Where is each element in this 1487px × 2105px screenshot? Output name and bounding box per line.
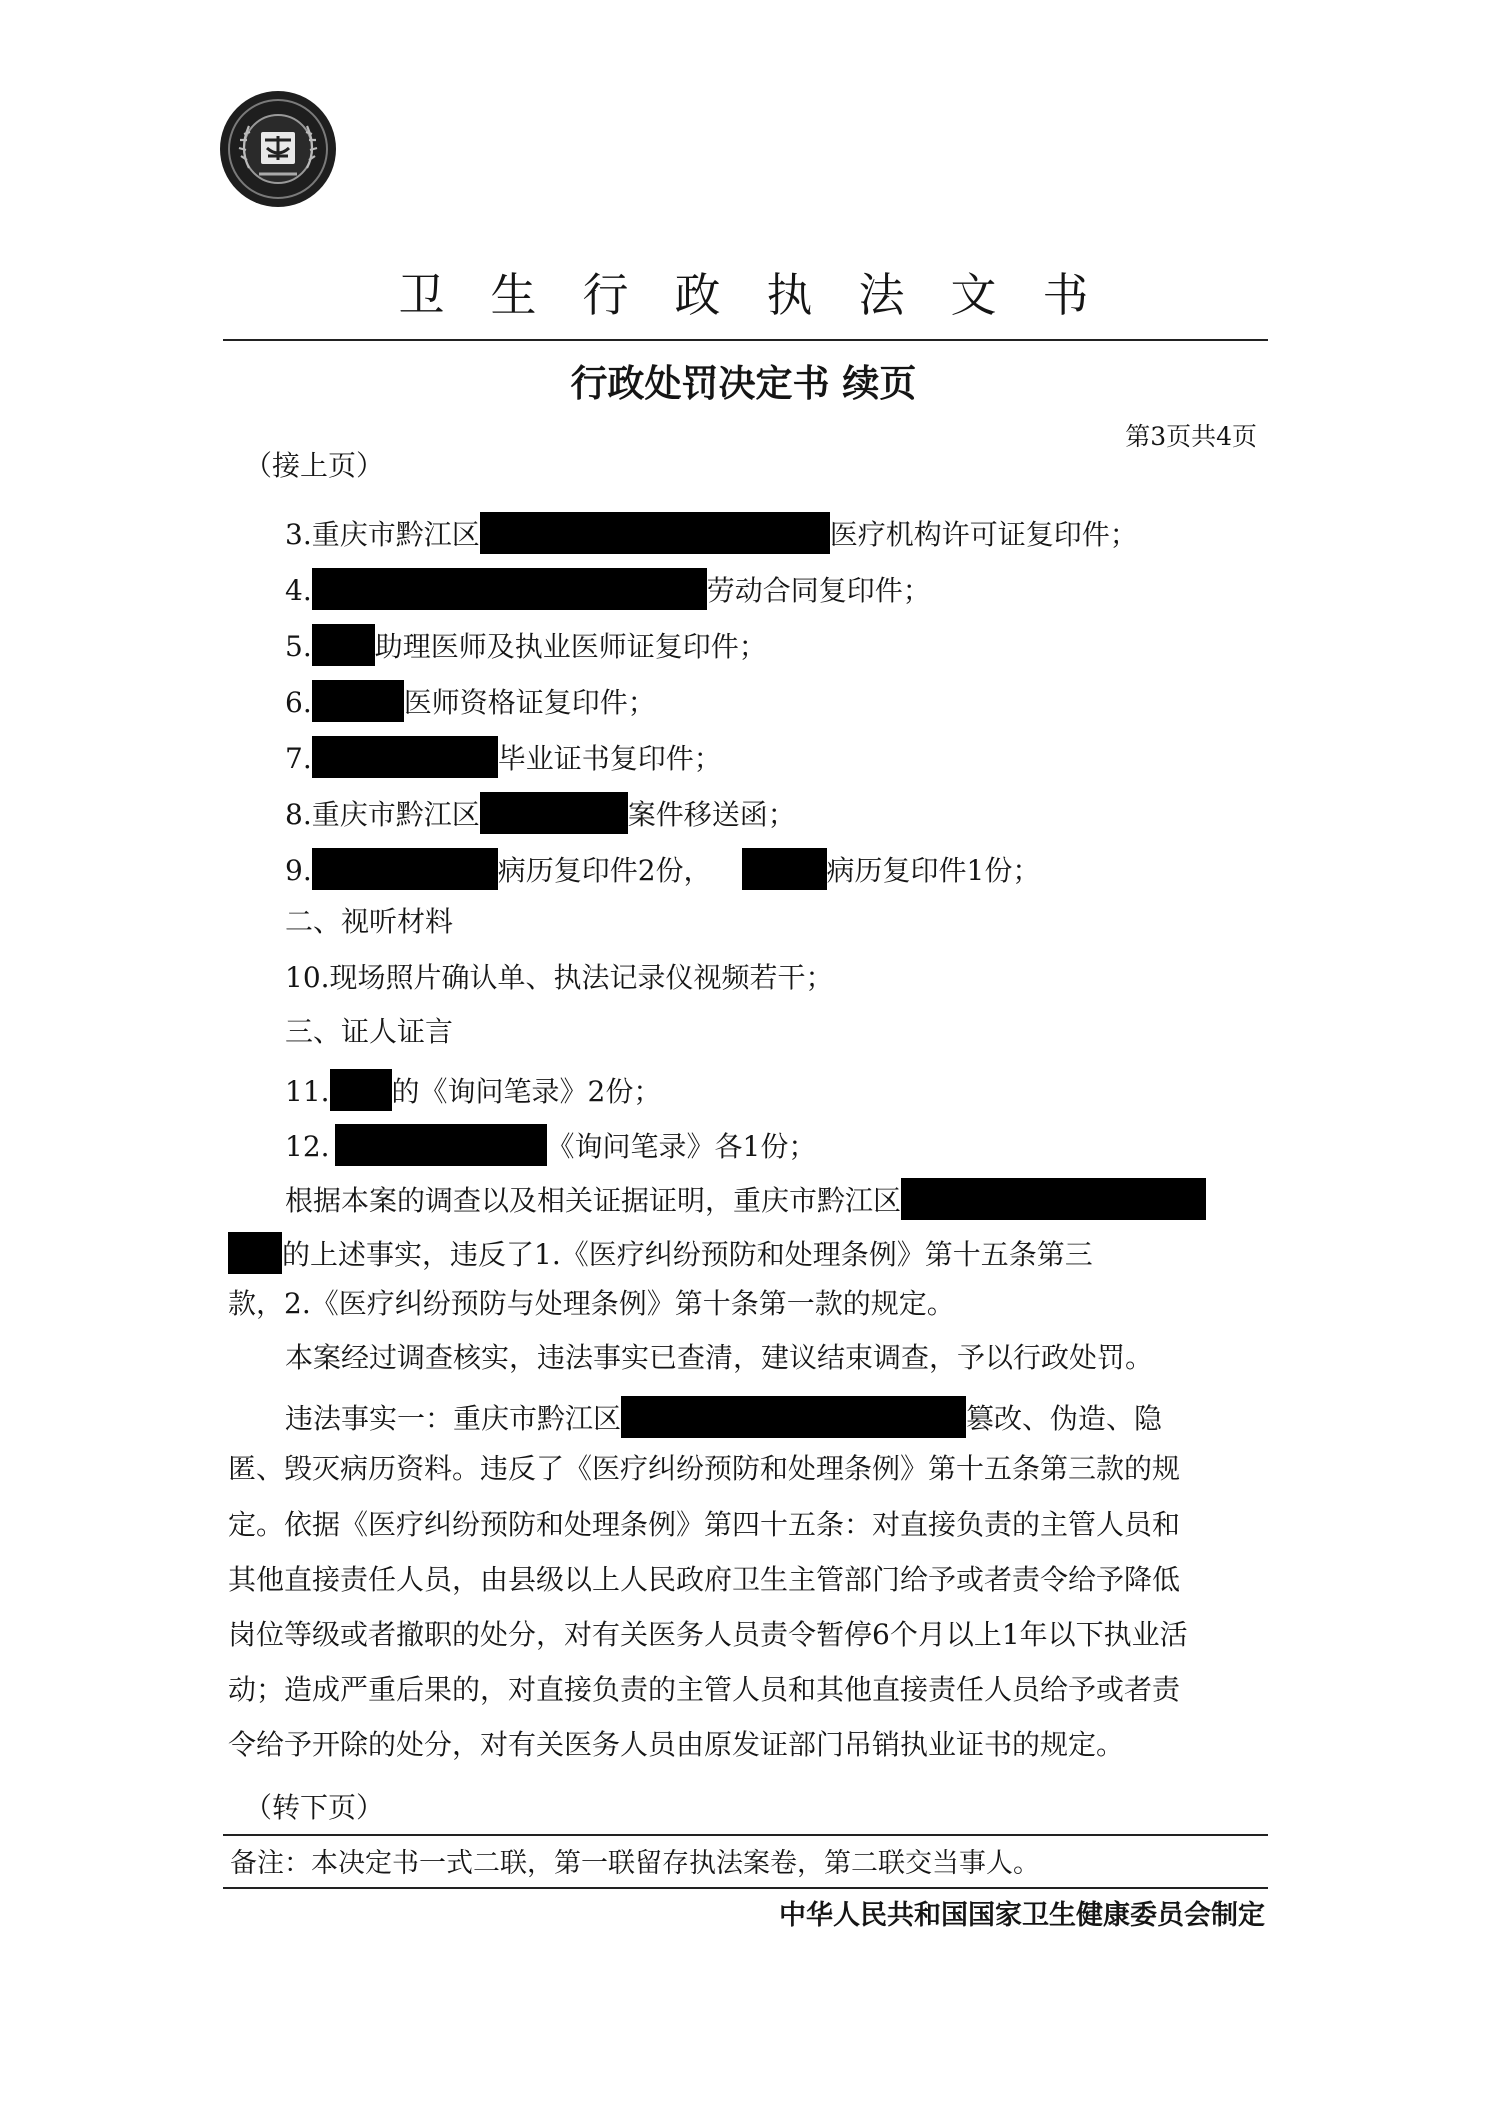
continued-from-label: （接上页）	[244, 449, 385, 482]
evidence-item-4	[285, 568, 931, 607]
footer-rule-top	[223, 1834, 1268, 1836]
item-text: 6.	[285, 686, 312, 719]
section-witness: 三、证人证言	[285, 1015, 454, 1048]
item-text: 4.	[285, 574, 312, 607]
paragraph-3-line-2: 匿、毁灭病历资料。违反了《医疗纠纷预防和处理条例》第十五条第三款的规	[228, 1452, 1181, 1485]
redaction-bar	[742, 848, 827, 890]
page-number: 第3页共4页	[1125, 422, 1257, 451]
header-rule	[223, 339, 1268, 341]
evidence-item-3	[285, 512, 1138, 551]
item-text: 的《询问笔录》2份；	[391, 1075, 662, 1108]
continued-to-label: （转下页）	[244, 1791, 385, 1824]
paragraph-text: 的上述事实，违反了1.《医疗纠纷预防和处理条例》第十五条第三	[282, 1238, 1093, 1271]
item-text: 毕业证书复印件；	[497, 742, 722, 775]
evidence-item-8	[285, 792, 796, 831]
redaction-bar	[312, 736, 498, 778]
paragraph-3-line-3: 定。依据《医疗纠纷预防和处理条例》第四十五条：对直接负责的主管人员和	[228, 1508, 1181, 1541]
paragraph-3-line-1	[285, 1396, 1163, 1435]
evidence-item-10: 10.现场照片确认单、执法记录仪视频若干；	[285, 961, 834, 994]
evidence-item-12	[285, 1124, 817, 1163]
paragraph-text: 违法事实一：重庆市黔江区	[285, 1402, 622, 1435]
item-text: 9.	[285, 854, 312, 887]
paragraph-1-line-2	[228, 1232, 1093, 1271]
issuing-authority: 中华人民共和国国家卫生健康委员会制定	[779, 1900, 1265, 1931]
item-text: 8.重庆市黔江区	[285, 798, 480, 831]
item-text: 医师资格证复印件；	[403, 686, 656, 719]
footer-rule-bottom	[223, 1887, 1268, 1889]
item-text: 助理医师及执业医师证复印件；	[374, 630, 767, 663]
paragraph-3-line-5: 岗位等级或者撤职的处分，对有关医务人员责令暂停6个月以上1年以下执业活	[228, 1618, 1188, 1651]
evidence-item-7	[285, 736, 722, 775]
evidence-item-5	[285, 624, 767, 663]
redaction-bar	[330, 1069, 392, 1111]
item-text: 劳动合同复印件；	[706, 574, 931, 607]
evidence-item-9	[285, 848, 1041, 887]
redaction-bar	[621, 1396, 966, 1438]
item-text: 医疗机构许可证复印件；	[829, 518, 1138, 551]
redaction-bar	[335, 1124, 547, 1166]
paragraph-text: 篡改、伪造、隐	[966, 1402, 1163, 1435]
document-series-title: 卫生行政执法文书	[398, 268, 1135, 322]
redaction-bar	[312, 680, 404, 722]
item-text: 12.	[285, 1130, 330, 1163]
item-text: 病历复印件2份，	[497, 854, 712, 887]
redaction-bar	[480, 792, 628, 834]
section-audio-visual: 二、视听材料	[285, 905, 454, 938]
form-title: 行政处罚决定书 续页	[570, 362, 917, 405]
national-emblem-seal-icon	[219, 90, 337, 208]
item-text: 案件移送函；	[627, 798, 796, 831]
item-text: 3.重庆市黔江区	[285, 518, 480, 551]
item-text: 《询问笔录》各1份；	[546, 1130, 817, 1163]
paragraph-3-line-4: 其他直接责任人员，由县级以上人民政府卫生主管部门给予或者责令给予降低	[228, 1563, 1181, 1596]
redaction-bar	[312, 624, 375, 666]
evidence-item-11	[285, 1069, 662, 1108]
paragraph-3-line-7: 令给予开除的处分，对有关医务人员由原发证部门吊销执业证书的规定。	[228, 1728, 1125, 1761]
item-text: 病历复印件1份；	[826, 854, 1041, 887]
paragraph-1-line-3: 款，2.《医疗纠纷预防与处理条例》第十条第一款的规定。	[228, 1287, 955, 1320]
redaction-bar	[228, 1232, 282, 1274]
redaction-bar	[312, 848, 498, 890]
evidence-item-6	[285, 680, 656, 719]
redaction-bar	[312, 568, 707, 610]
item-text: 5.	[285, 630, 312, 663]
item-text: 7.	[285, 742, 312, 775]
paragraph-1-line-1	[285, 1178, 1206, 1217]
remarks-note: 备注：本决定书一式二联，第一联留存执法案卷，第二联交当事人。	[230, 1848, 1040, 1879]
redaction-bar	[901, 1178, 1206, 1220]
paragraph-3-line-6: 动；造成严重后果的，对直接负责的主管人员和其他直接责任人员给予或者责	[228, 1673, 1181, 1706]
redaction-bar	[480, 512, 830, 554]
paragraph-2: 本案经过调查核实，违法事实已查清，建议结束调查，予以行政处罚。	[285, 1341, 1154, 1374]
item-text: 11.	[285, 1075, 330, 1108]
paragraph-text: 根据本案的调查以及相关证据证明，重庆市黔江区	[285, 1184, 902, 1217]
